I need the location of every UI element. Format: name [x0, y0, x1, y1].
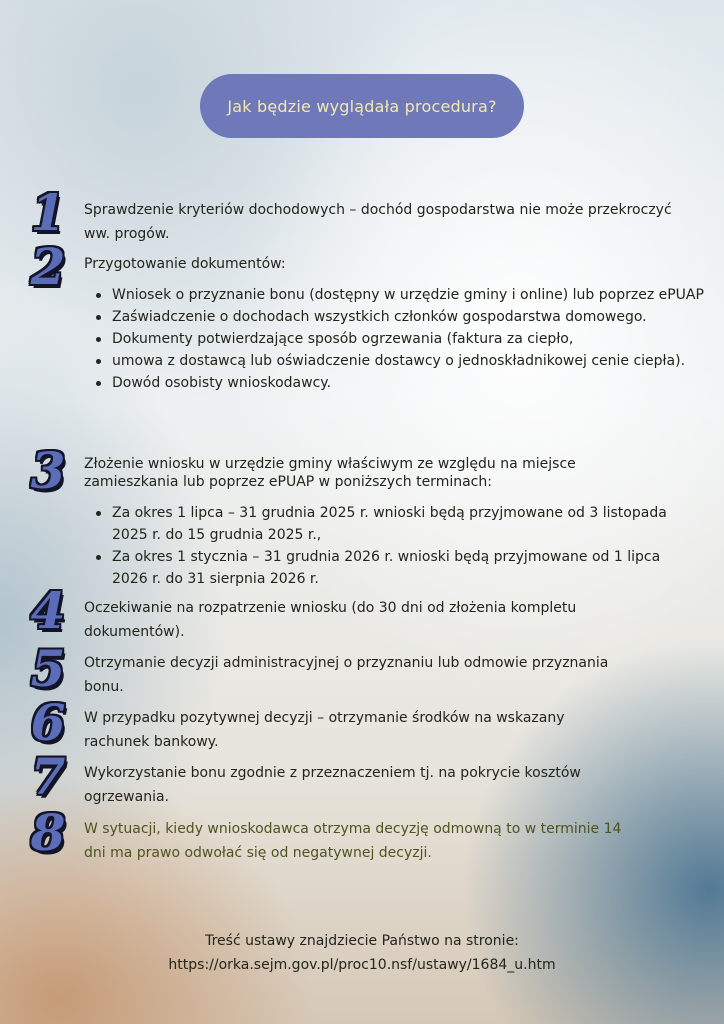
step-5-text: Otrzymanie decyzji administracyjnej o przyznaniu lub odmowie przyznania bonu. — [84, 655, 609, 695]
page-title: Jak będzie wyglądała procedura? — [227, 96, 497, 116]
list-item: Za okres 1 stycznia – 31 grudnia 2026 r. wnioski będą przyjmowane od 1 lipca 2026 r. do 31 sierpnia 2026 r. — [96, 546, 696, 590]
list-item: Wniosek o przyznanie bonu (dostępny w urzędzie gminy i online) lub poprzez ePUAP — [96, 284, 708, 306]
footer-label: Treść ustawy znajdziecie Państwo na stronie: — [205, 933, 519, 949]
list-item: Za okres 1 lipca – 31 grudnia 2025 r. wnioski będą przyjmowane od 3 listopada 2025 r. do 15 grudnia 2025 r., — [96, 502, 696, 546]
footer-url[interactable]: https://orka.sejm.gov.pl/proc10.nsf/ustawy/1684_u.htm — [168, 957, 556, 973]
step-2-bullet-list — [96, 284, 708, 394]
list-item: Dokumenty potwierdzające sposób ogrzewania (faktura za ciepło, — [96, 328, 708, 350]
step-3-number: 3 — [30, 441, 66, 500]
step-3-bullet-list — [96, 502, 696, 590]
step-2-number: 2 — [30, 237, 66, 296]
list-item: umowa z dostawcą lub oświadczenie dostawcy o jednoskładnikowej cenie ciepła). — [96, 350, 708, 372]
step-7-text: Wykorzystanie bonu zgodnie z przeznaczeniem tj. na pokrycie kosztów ogrzewania. — [84, 765, 581, 805]
title-banner — [200, 74, 524, 138]
step-2-text: Przygotowanie dokumentów: — [84, 256, 286, 272]
list-item: Dowód osobisty wnioskodawcy. — [96, 372, 708, 394]
step-1-number: 1 — [30, 183, 66, 242]
step-4-text: Oczekiwanie na rozpatrzenie wniosku (do 30 dni od złożenia kompletu dokumentów). — [84, 600, 577, 640]
step-5-number: 5 — [30, 639, 66, 698]
step-3-text: Złożenie wniosku w urzędzie gminy właściwym ze względu na miejsce zamieszkania lub poprzez ePUAP w poniższych terminach: — [84, 456, 576, 490]
step-7-number: 7 — [30, 747, 66, 806]
step-6-number: 6 — [30, 693, 66, 752]
step-4-number: 4 — [30, 581, 66, 640]
step-1-text: Sprawdzenie kryteriów dochodowych – dochód gospodarstwa nie może przekroczyć ww. progów. — [84, 202, 672, 242]
step-6-text: W przypadku pozytywnej decyzji – otrzymanie środków na wskazany rachunek bankowy. — [84, 710, 565, 750]
list-item: Zaświadczenie o dochodach wszystkich członków gospodarstwa domowego. — [96, 306, 708, 328]
step-8-number: 8 — [30, 803, 66, 862]
step-8-text: W sytuacji, kiedy wnioskodawca otrzyma decyzję odmowną to w terminie 14 dni ma prawo odwołać się od negatywnej decyzji. — [84, 821, 622, 861]
